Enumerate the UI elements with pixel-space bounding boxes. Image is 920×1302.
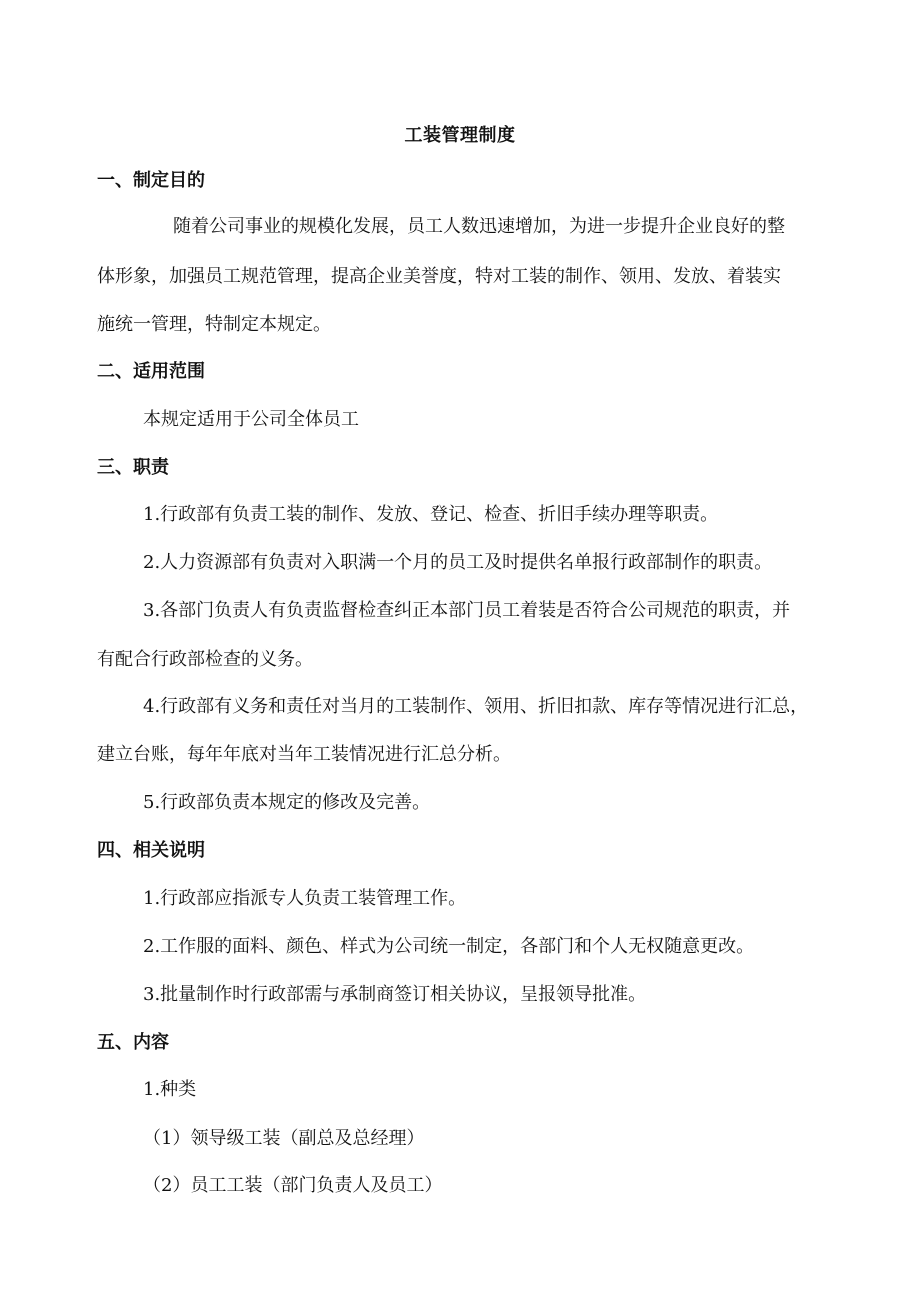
list-item: （2）员工工装（部门负责人及员工）	[143, 1175, 443, 1196]
list-item-continuation: 有配合行政部检查的义务。	[97, 649, 313, 670]
list-item-continuation: 建立台账，每年年底对当年工装情况进行汇总分析。	[97, 744, 511, 765]
list-item: （1）领导级工装（副总及总经理）	[143, 1128, 425, 1149]
paragraph-line: 随着公司事业的规模化发展，员工人数迅速增加，为进一步提升企业良好的整	[173, 216, 785, 237]
document-title: 工装管理制度	[404, 125, 516, 146]
list-item: 2.人力资源部有负责对入职满一个月的员工及时提供名单报行政部制作的职责。	[143, 552, 773, 573]
section-heading-content: 五、内容	[97, 1032, 169, 1053]
list-item: 1.行政部有负责工装的制作、发放、登记、检查、折旧手续办理等职责。	[143, 504, 719, 525]
list-item: 4.行政部有义务和责任对当月的工装制作、领用、折旧扣款、库存等情况进行汇总，	[143, 696, 809, 717]
section-heading-scope: 二、适用范围	[97, 361, 205, 382]
paragraph-line: 施统一管理，特制定本规定。	[97, 314, 331, 335]
list-item: 3.批量制作时行政部需与承制商签订相关协议，呈报领导批准。	[143, 984, 647, 1005]
section-heading-duties: 三、职责	[97, 457, 169, 478]
paragraph-line: 本规定适用于公司全体员工	[143, 409, 359, 430]
list-item: 2.工作服的面料、颜色、样式为公司统一制定，各部门和个人无权随意更改。	[143, 936, 755, 957]
section-heading-notes: 四、相关说明	[97, 840, 205, 861]
list-item: 5.行政部负责本规定的修改及完善。	[143, 792, 431, 813]
paragraph-line: 体形象，加强员工规范管理，提高企业美誉度，特对工装的制作、领用、发放、着装实	[97, 266, 781, 287]
list-item: 3.各部门负责人有负责监督检查纠正本部门员工着装是否符合公司规范的职责，并	[143, 600, 791, 621]
list-item: 1.行政部应指派专人负责工装管理工作。	[143, 888, 467, 909]
section-heading-purpose: 一、制定目的	[97, 170, 205, 191]
list-item: 1.种类	[143, 1079, 197, 1100]
